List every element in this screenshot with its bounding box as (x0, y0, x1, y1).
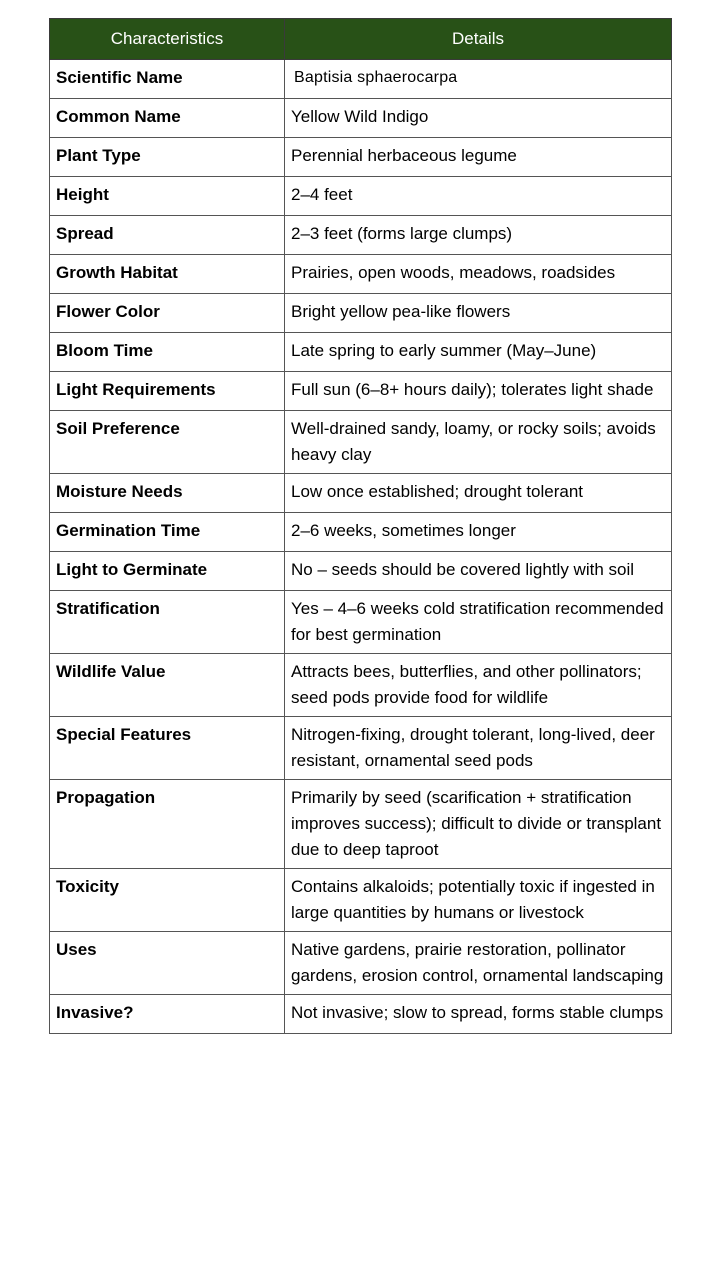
row-value: Low once established; drought tolerant (285, 474, 672, 513)
table-row (50, 255, 672, 294)
row-value: 2–6 weeks, sometimes longer (285, 513, 672, 552)
row-key: Plant Type (50, 138, 285, 177)
row-key: Stratification (50, 591, 285, 654)
plant-characteristics-sheet (49, 18, 671, 1034)
row-value: Baptisia sphaerocarpa (285, 60, 672, 99)
row-key: Wildlife Value (50, 654, 285, 717)
row-value: Well-drained sandy, loamy, or rocky soils; avoids heavy clay (285, 411, 672, 474)
row-key: Germination Time (50, 513, 285, 552)
row-key: Moisture Needs (50, 474, 285, 513)
row-value: Not invasive; slow to spread, forms stable clumps (285, 995, 672, 1034)
row-value: Perennial herbaceous legume (285, 138, 672, 177)
header-characteristics: Characteristics (50, 19, 285, 60)
row-key: Soil Preference (50, 411, 285, 474)
row-key: Invasive? (50, 995, 285, 1034)
table-row (50, 780, 672, 869)
plant-characteristics-table (49, 18, 672, 1034)
table-row (50, 177, 672, 216)
table-row (50, 411, 672, 474)
row-value: Bright yellow pea-like flowers (285, 294, 672, 333)
row-key: Light to Germinate (50, 552, 285, 591)
table-row (50, 591, 672, 654)
table-row (50, 372, 672, 411)
row-key: Uses (50, 932, 285, 995)
table-row (50, 474, 672, 513)
table-row (50, 552, 672, 591)
table-row (50, 717, 672, 780)
row-key: Special Features (50, 717, 285, 780)
table-row (50, 138, 672, 177)
header-details: Details (285, 19, 672, 60)
row-value: Full sun (6–8+ hours daily); tolerates light shade (285, 372, 672, 411)
row-value: Yes – 4–6 weeks cold stratification recommended for best germination (285, 591, 672, 654)
table-row (50, 513, 672, 552)
table-row (50, 294, 672, 333)
table-row (50, 995, 672, 1034)
table-row (50, 932, 672, 995)
table-row (50, 60, 672, 99)
row-value: 2–4 feet (285, 177, 672, 216)
row-key: Toxicity (50, 869, 285, 932)
table-row (50, 654, 672, 717)
row-key: Propagation (50, 780, 285, 869)
row-key: Bloom Time (50, 333, 285, 372)
row-value: Contains alkaloids; potentially toxic if ingested in large quantities by humans or livestock (285, 869, 672, 932)
row-key: Common Name (50, 99, 285, 138)
row-value: Attracts bees, butterflies, and other pollinators; seed pods provide food for wildlife (285, 654, 672, 717)
row-value: Late spring to early summer (May–June) (285, 333, 672, 372)
table-row (50, 216, 672, 255)
row-value: No – seeds should be covered lightly with soil (285, 552, 672, 591)
table-row (50, 333, 672, 372)
row-value: Native gardens, prairie restoration, pollinator gardens, erosion control, ornamental landscaping (285, 932, 672, 995)
row-key: Spread (50, 216, 285, 255)
row-value: Primarily by seed (scarification + stratification improves success); difficult to divide or transplant due to deep taproot (285, 780, 672, 869)
row-key: Light Requirements (50, 372, 285, 411)
table-header-row (50, 19, 672, 60)
table-row (50, 869, 672, 932)
row-value: Yellow Wild Indigo (285, 99, 672, 138)
row-value: Prairies, open woods, meadows, roadsides (285, 255, 672, 294)
row-key: Scientific Name (50, 60, 285, 99)
row-key: Growth Habitat (50, 255, 285, 294)
row-value: Nitrogen-fixing, drought tolerant, long-lived, deer resistant, ornamental seed pods (285, 717, 672, 780)
row-key: Height (50, 177, 285, 216)
table-row (50, 99, 672, 138)
row-value: 2–3 feet (forms large clumps) (285, 216, 672, 255)
row-key: Flower Color (50, 294, 285, 333)
